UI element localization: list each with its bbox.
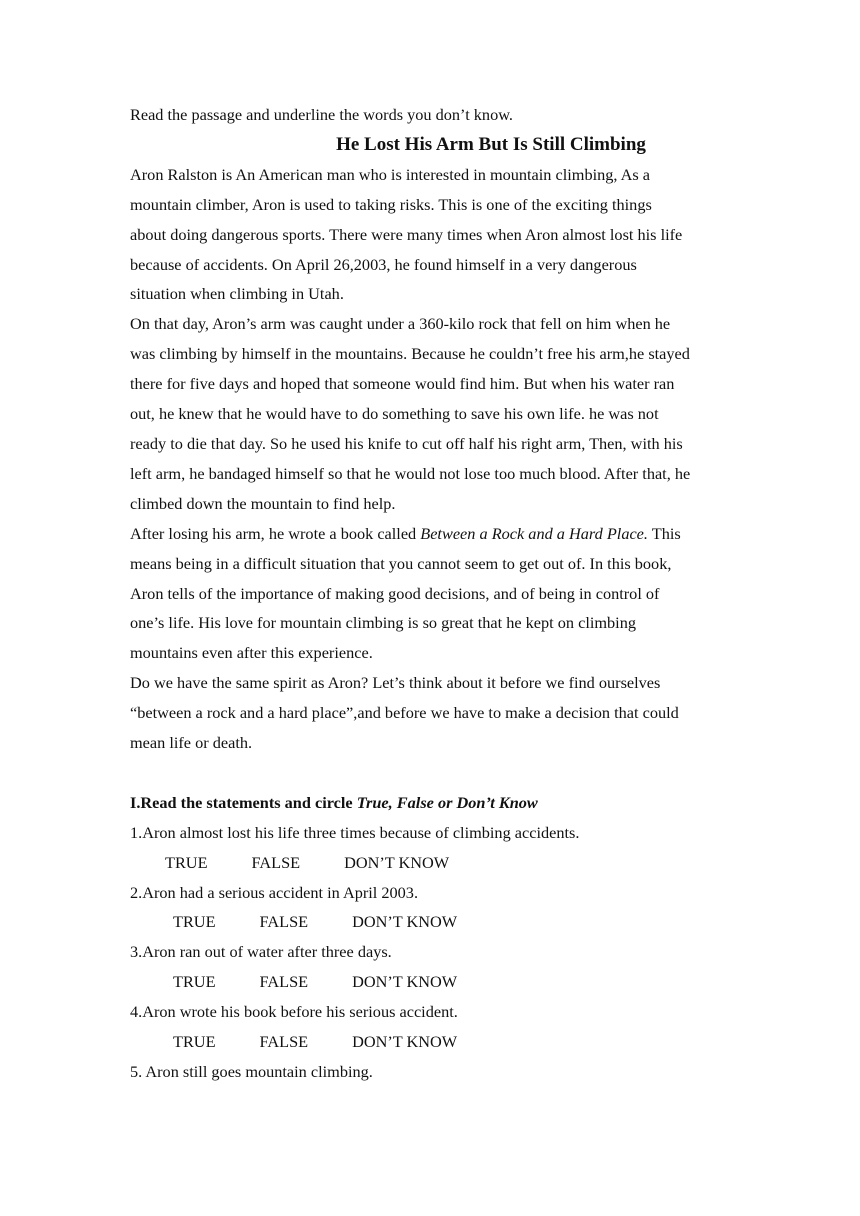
passage-line: “between a rock and a hard place”,and before we have to make a decision that could <box>130 703 679 723</box>
statement-text: 4.Aron wrote his book before his serious accident. <box>130 1002 458 1022</box>
statement-text: 1.Aron almost lost his life three times because of climbing accidents. <box>130 822 580 842</box>
option-dont-know[interactable]: DON’T KNOW <box>352 1032 458 1052</box>
passage-line: was climbing by himself in the mountains. Because he couldn’t free his arm,he stayed <box>130 344 690 364</box>
exercise-heading-text: I.Read the statements and circle <box>130 792 357 812</box>
statement-text: 5. Aron still goes mountain climbing. <box>130 1061 373 1081</box>
passage-line: Do we have the same spirit as Aron? Let’s think about it before we find ourselves <box>130 673 661 693</box>
answer-options <box>130 967 732 997</box>
passage-paragraph-4 <box>130 668 732 758</box>
option-dont-know[interactable]: DON’T KNOW <box>352 972 458 992</box>
passage-line: left arm, he bandaged himself so that he would not lose too much blood. After that, he <box>130 463 691 483</box>
statement-4 <box>130 997 732 1057</box>
passage-line: mountains even after this experience. <box>130 643 373 663</box>
passage-line: because of accidents. On April 26,2003, he found himself in a very dangerous <box>130 254 637 274</box>
passage-line: On that day, Aron’s arm was caught under a 360-kilo rock that fell on him when he <box>130 314 671 334</box>
passage-text: After losing his arm, he wrote a book called <box>130 523 421 543</box>
option-false[interactable]: FALSE <box>259 912 309 932</box>
passage-line: out, he knew that he would have to do something to save his own life. he was not <box>130 404 659 424</box>
passage-line: about doing dangerous sports. There were many times when Aron almost lost his life <box>130 224 683 244</box>
statement-3 <box>130 937 732 997</box>
answer-options <box>130 907 732 937</box>
instruction: Read the passage and underline the words you don’t know. <box>130 105 513 124</box>
option-true[interactable]: TRUE <box>173 972 216 992</box>
statement-5 <box>130 1057 732 1087</box>
statement-1 <box>130 818 732 878</box>
passage-line: one’s life. His love for mountain climbing is so great that he kept on climbing <box>130 613 636 633</box>
exercise-heading <box>130 788 732 818</box>
passage-line: Aron Ralston is An American man who is interested in mountain climbing, As a <box>130 164 651 184</box>
passage-line: Aron tells of the importance of making good decisions, and of being in control of <box>130 583 660 603</box>
passage-paragraph-3 <box>130 519 732 669</box>
answer-options <box>130 1027 732 1057</box>
option-dont-know[interactable]: DON’T KNOW <box>352 912 458 932</box>
option-true[interactable]: TRUE <box>165 852 208 872</box>
book-title: Between a Rock and a Hard Place. <box>420 523 648 543</box>
option-true[interactable]: TRUE <box>173 912 216 932</box>
passage-line: situation when climbing in Utah. <box>130 284 344 304</box>
passage-line: mean life or death. <box>130 733 253 753</box>
option-false[interactable]: FALSE <box>259 972 309 992</box>
worksheet-content <box>130 100 732 1087</box>
passage-line: there for five days and hoped that someone would find him. But when his water ran <box>130 374 675 394</box>
option-true[interactable]: TRUE <box>173 1032 216 1052</box>
passage-line: climbed down the mountain to find help. <box>130 493 396 513</box>
answer-options <box>130 848 732 878</box>
passage-line: ready to die that day. So he used his knife to cut off half his right arm, Then, with his <box>130 433 683 453</box>
passage-line <box>130 519 732 549</box>
spacer <box>130 758 732 788</box>
option-false[interactable]: FALSE <box>259 1032 309 1052</box>
passage-title: He Lost His Arm But Is Still Climbing <box>336 133 646 155</box>
statement-2 <box>130 878 732 938</box>
passage-paragraph-1 <box>130 160 732 310</box>
exercise-heading-options: True, False or Don’t Know <box>356 792 538 812</box>
option-false[interactable]: FALSE <box>251 852 301 872</box>
passage-line: means being in a difficult situation that you cannot seem to get out of. In this book, <box>130 553 672 573</box>
passage-text: This <box>647 523 681 543</box>
passage-paragraph-2 <box>130 309 732 518</box>
statement-text: 2.Aron had a serious accident in April 2003. <box>130 882 419 902</box>
passage-line: mountain climber, Aron is used to taking risks. This is one of the exciting things <box>130 194 652 214</box>
option-dont-know[interactable]: DON’T KNOW <box>344 852 450 872</box>
statement-text: 3.Aron ran out of water after three days. <box>130 942 392 962</box>
